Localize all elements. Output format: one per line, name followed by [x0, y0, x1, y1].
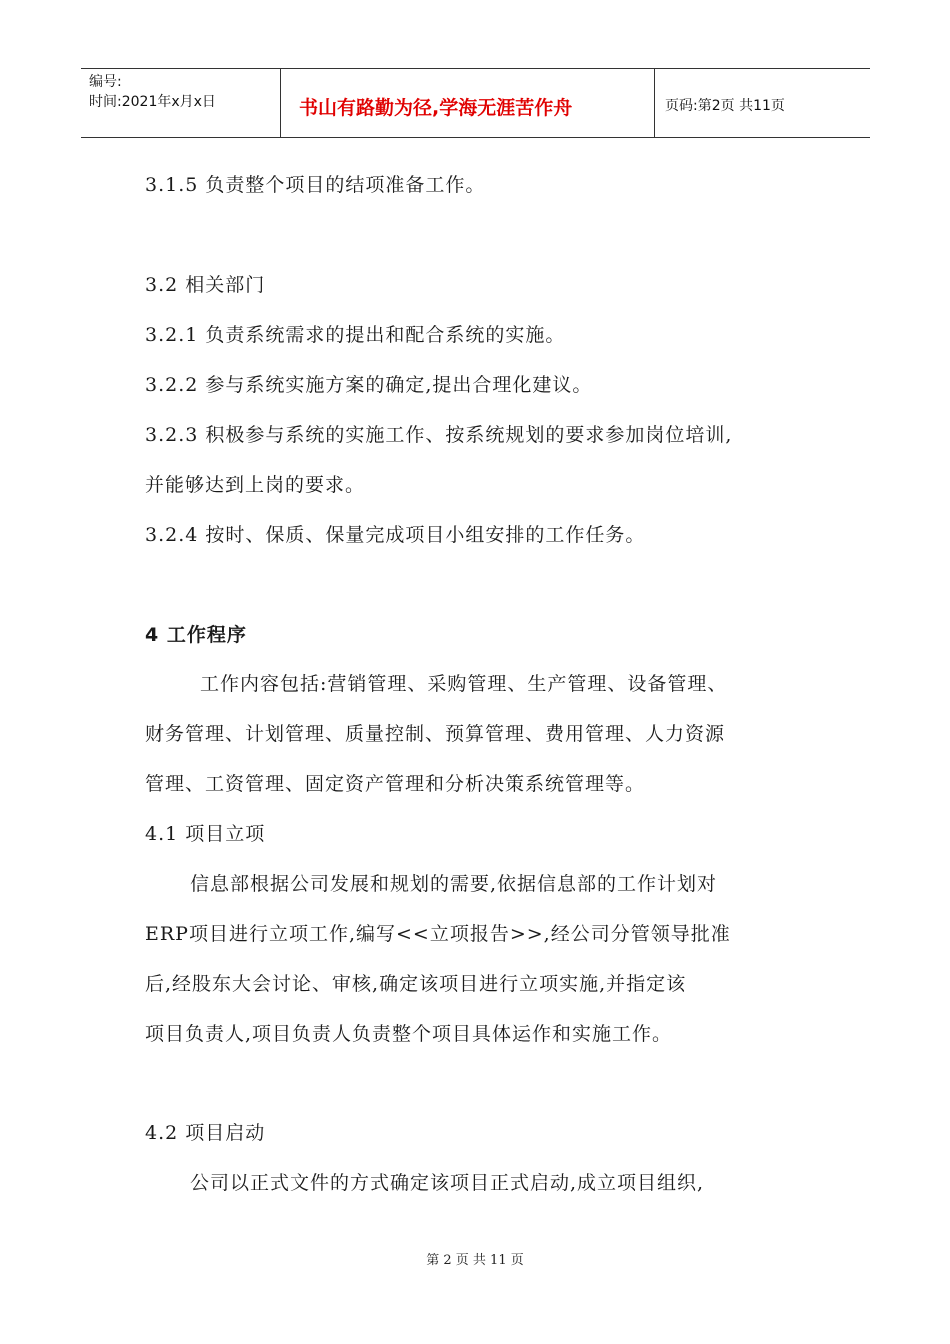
- paragraph-line: 财务管理、计划管理、质量控制、预算管理、费用管理、人力资源: [145, 723, 726, 745]
- paragraph-line: 3.2.4 按时、保质、保量完成项目小组安排的工作任务。: [145, 524, 646, 546]
- paragraph-line: 3.2.1 负责系统需求的提出和配合系统的实施。: [145, 324, 566, 346]
- paragraph-line: 管理、工资管理、固定资产管理和分析决策系统管理等。: [145, 773, 646, 795]
- paragraph-line: 3.2.2 参与系统实施方案的确定,提出合理化建议。: [145, 374, 593, 396]
- paragraph-line: 工作内容包括:营销管理、采购管理、生产管理、设备管理、: [200, 673, 728, 695]
- subsection-heading: 4.2 项目启动: [145, 1122, 266, 1144]
- header-meta-cell: [81, 69, 281, 137]
- section-heading: 4 工作程序: [145, 624, 247, 646]
- page-footer: 第 2 页 共 11 页: [426, 1253, 524, 1268]
- paragraph-line: 项目负责人,项目负责人负责整个项目具体运作和实施工作。: [145, 1023, 673, 1045]
- paragraph-line: 3.2.3 积极参与系统的实施工作、按系统规划的要求参加岗位培训,: [145, 424, 733, 446]
- header-page-label: 页码:第2页 共11页: [665, 98, 785, 114]
- document-header: [81, 68, 870, 138]
- subsection-heading: 4.1 项目立项: [145, 823, 266, 845]
- paragraph-line: 信息部根据公司发展和规划的需要,依据信息部的工作计划对: [190, 873, 718, 895]
- paragraph-line: 公司以正式文件的方式确定该项目正式启动,成立项目组织,: [190, 1172, 705, 1194]
- paragraph-line: 3.1.5 负责整个项目的结项准备工作。: [145, 174, 486, 196]
- header-motto: 书山有路勤为径,学海无涯苦作舟: [299, 97, 573, 119]
- document-time-label: 时间:2021年x月x日: [89, 94, 216, 110]
- header-page-cell: [655, 69, 870, 137]
- paragraph-line: 后,经股东大会讨论、审核,确定该项目进行立项实施,并指定该: [145, 973, 687, 995]
- document-number-label: 编号:: [89, 74, 122, 90]
- paragraph-line: ERP项目进行立项工作,编写<<立项报告>>,经公司分管领导批准: [145, 923, 731, 945]
- paragraph-line: 并能够达到上岗的要求。: [145, 474, 366, 496]
- header-motto-cell: [281, 69, 655, 137]
- section-heading: 3.2 相关部门: [145, 274, 266, 296]
